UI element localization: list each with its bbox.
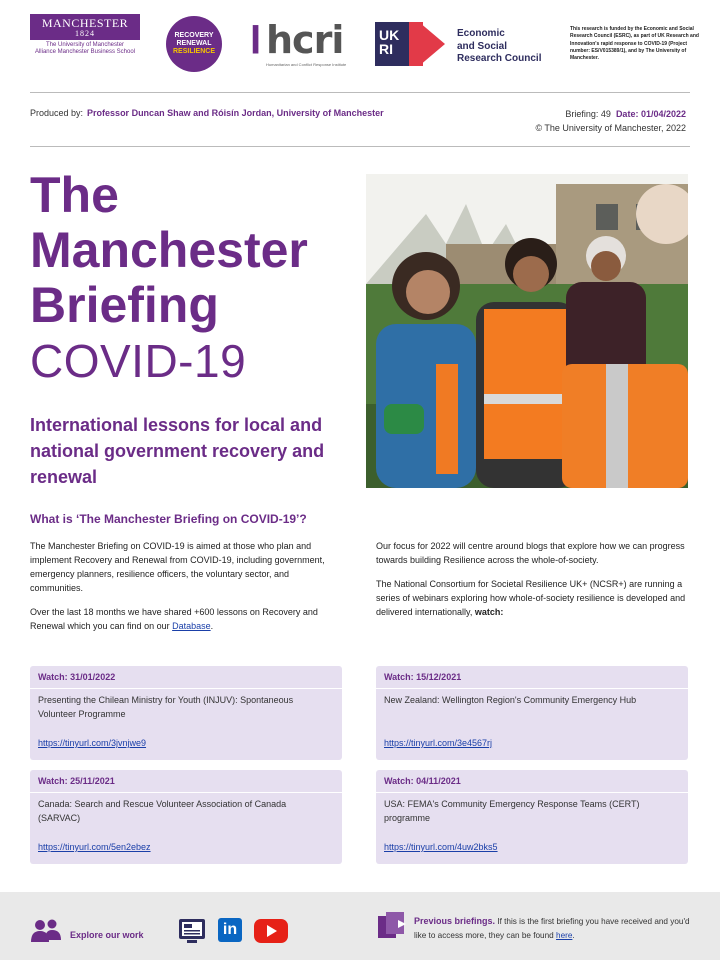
watch-title: Presenting the Chilean Ministry for Youth (INJUV): Spontaneous Volunteer Programme — [38, 695, 294, 719]
watch-date: Watch: 04/11/2021 — [384, 776, 461, 786]
previous-briefings-link[interactable]: here — [556, 930, 573, 940]
funding-statement: This research is funded by the Economic and Social Research Council (ESRC), as part of UK Research and Innovation's rapid response to COVID-19 (Project number: ES/V015389/1), and by The University of Manchester. — [570, 26, 699, 61]
watch-card-new-zealand — [376, 666, 688, 760]
card-divider — [30, 688, 342, 689]
esrc-name: Economic and Social Research Council — [457, 28, 542, 64]
page-subtitle: International lessons for local and national government recovery and renewal — [30, 415, 325, 488]
watch-card-usa — [376, 770, 688, 864]
intro-paragraph-2: Over the last 18 months we have shared +600 lessons on Recovery and Renewal which you can find on our Database. — [30, 606, 318, 631]
intro-paragraph-4: The National Consortium for Societal Resilience UK+ (NCSR+) are running a series of webinars exploring how whole-of-society resilience is developed and delivered internationally, watch: — [376, 578, 686, 617]
ukri-arrow-icon — [419, 22, 445, 66]
hcri-logo[interactable]: ǀ hcri Humanitarian and Conflict Response Institute — [250, 18, 347, 67]
watch-title: USA: FEMA's Community Emergency Response Teams (CERT) programme — [384, 799, 640, 823]
watch-card-chile — [30, 666, 342, 760]
briefing-date: Date: 01/04/2022 — [615, 109, 686, 119]
page-title: The Manchester Briefing — [30, 167, 308, 333]
database-link[interactable]: Database — [172, 620, 211, 631]
intro-paragraph-3: Our focus for 2022 will centre around blogs that explore how we can progress towards building Resilience across the whole-of-society. — [376, 541, 685, 565]
watch-title: New Zealand: Wellington Region's Community Emergency Hub — [384, 695, 637, 705]
copyright: © The University of Manchester, 2022 — [535, 122, 686, 133]
footer — [0, 892, 720, 960]
watch-card-canada — [30, 770, 342, 864]
recovery-renewal-resilience-logo[interactable]: RECOVERY RENEWAL RESILIENCE — [166, 16, 222, 72]
watch-link[interactable]: https://tinyurl.com/5en2ebez — [38, 842, 151, 852]
watch-title: Canada: Search and Rescue Volunteer Association of Canada (SARVAC) — [38, 799, 287, 823]
watch-link[interactable]: https://tinyurl.com/3e4567rj — [384, 738, 493, 748]
watch-date: Watch: 25/11/2021 — [38, 776, 115, 786]
manchester-logo[interactable] — [30, 14, 140, 56]
card-divider — [30, 792, 342, 793]
briefing-number: Briefing: 49 — [565, 109, 611, 119]
card-divider — [376, 688, 688, 689]
linkedin-icon[interactable]: in — [218, 918, 242, 942]
manchester-logo-box: MANCHESTER 1824 — [30, 14, 140, 40]
covid-title: COVID-19 — [30, 335, 247, 387]
header-divider — [30, 146, 690, 147]
produced-by: Produced by: Professor Duncan Shaw and Róisín Jordan, University of Manchester — [30, 108, 384, 118]
watch-link[interactable]: https://tinyurl.com/4uw2bks5 — [384, 842, 498, 852]
volunteers-photo — [366, 174, 688, 488]
manchester-logo-subtitle: The University of Manchester Alliance Manchester Business School — [34, 41, 136, 56]
intro-paragraph-1: The Manchester Briefing on COVID-19 is aimed at those who plan and implement Recovery and Renewal from COVID-19, including government, emergency planners, resilience officers, the voluntary sector, and communities. — [30, 541, 325, 593]
briefing-meta — [535, 108, 686, 136]
explore-our-work[interactable]: Explore our work — [70, 930, 144, 940]
website-icon[interactable] — [178, 918, 206, 949]
card-divider — [376, 792, 688, 793]
previous-briefings-text: Previous briefings. If this is the first briefing you have received and you'd like to access more, they can be found here. — [414, 916, 690, 940]
people-icon[interactable] — [30, 918, 62, 947]
intro-left-column — [30, 540, 340, 644]
watch-date: Watch: 31/01/2022 — [38, 672, 116, 682]
watch-link[interactable]: https://tinyurl.com/3jvnjwe9 — [38, 738, 147, 748]
previous-briefings-icon[interactable] — [376, 910, 408, 945]
intro-heading: What is ‘The Manchester Briefing on COVID-19’? — [30, 512, 307, 526]
hcri-figure-icon: ǀ — [250, 20, 262, 55]
intro-right-column — [376, 540, 686, 630]
top-divider — [30, 92, 690, 93]
watch-date: Watch: 15/12/2021 — [384, 672, 462, 682]
ukri-logo[interactable]: UK RI — [375, 22, 455, 66]
logo-bar — [30, 14, 700, 74]
youtube-icon[interactable] — [254, 919, 288, 948]
